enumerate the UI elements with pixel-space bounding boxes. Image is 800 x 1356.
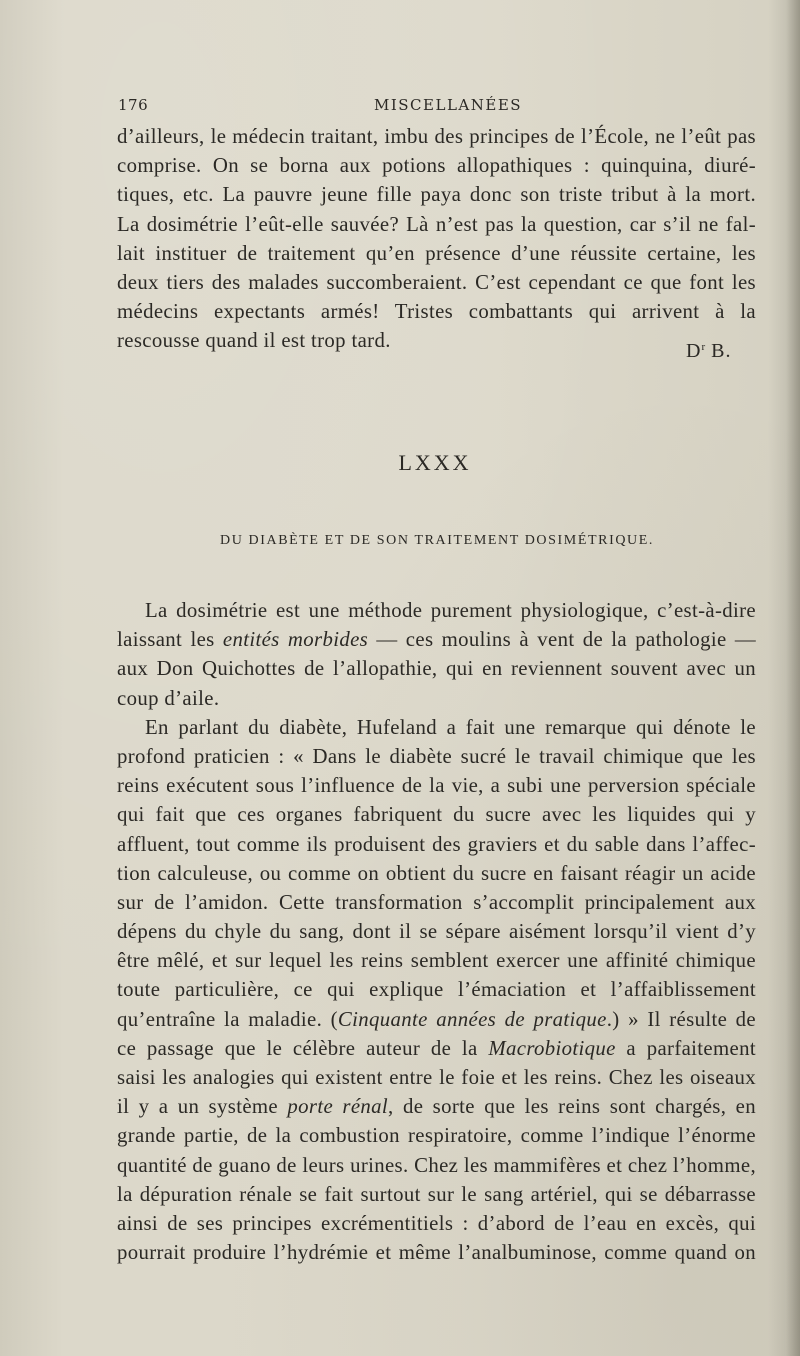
text-line: reins exécutent sous l’influence de la vie, a subi une perversion spéciale (117, 774, 756, 798)
italic-term: Macrobiotique (488, 1036, 616, 1060)
text-line: pourrait produire l’hydrémie et même l’analbuminose, comme quand on (117, 1241, 756, 1265)
chapter-number: LXXX (398, 450, 472, 475)
closing-paragraph (117, 122, 756, 356)
text-line: ainsi de ses principes excrémentitiels : d’abord de l’eau en excès, qui (117, 1211, 756, 1235)
body-text (117, 596, 756, 1267)
text-line (117, 1092, 756, 1121)
text-segment: a parfaitement (615, 1036, 756, 1060)
text-line: deux tiers des malades succomberaient. C’est cependant ce que font les (117, 270, 756, 294)
text-line: sur de l’amidon. Cette transformation s’accomplit principalement aux (117, 890, 756, 914)
text-line: aux Don Quichottes de l’allopathie, qui en reviennent souvent avec un (117, 657, 756, 681)
signature-superscript: r (701, 341, 706, 353)
chapter-title: DU DIABÈTE ET DE SON TRAITEMENT DOSIMÉTRIQUE. (219, 533, 655, 548)
text-segment: laissant les (117, 628, 223, 652)
text-line: quantité de guano de leurs urines. Chez les mammifères et chez l’homme, (117, 1153, 756, 1177)
signature-name: B. (711, 340, 732, 362)
italic-term: porte rénal (287, 1095, 389, 1119)
text-segment: qu’entraîne la maladie. ( (117, 1007, 338, 1031)
page-edge-shadow (786, 0, 800, 1356)
page-number: 176 (118, 96, 149, 114)
text-line: lait instituer de traitement qu’en présence d’une réussite certaine, les (117, 241, 756, 265)
text-line: dépens du chyle du sang, dont il se sépare aisément lorsqu’il vient d’y (117, 920, 756, 944)
text-segment: ce passage que le célèbre auteur de la (117, 1036, 489, 1060)
text-segment: il y a un système (117, 1095, 288, 1119)
text-line: affluent, tout comme ils produisent des graviers et du sable dans l’affec- (117, 832, 756, 856)
text-line: En parlant du diabète, Hufeland a fait une remarque qui dénote le (145, 715, 756, 739)
author-signature (686, 340, 731, 363)
text-segment: .) » Il résulte de (606, 1007, 756, 1031)
text-line: comprise. On se borna aux potions allopathiques : quinquina, diuré- (117, 154, 756, 178)
text-line: rescousse quand il est trop tard. (117, 329, 391, 353)
text-segment: — ces moulins à vent de la pathologie — (368, 628, 756, 652)
italic-term: entités morbides (222, 628, 369, 652)
text-line: qui fait que ces organes fabriquent du sucre avec les liquides qui y (117, 803, 756, 827)
text-line: grande partie, de la combustion respiratoire, comme l’indique l’énorme (117, 1124, 756, 1148)
text-line (117, 625, 756, 654)
text-line: La dosimétrie est une méthode purement physiologique, c’est-à-dire (145, 599, 756, 622)
text-line: d’ailleurs, le médecin traitant, imbu des principes de l’École, ne l’eût pas (117, 125, 756, 148)
text-line: médecins expectants armés! Tristes combattants qui arrivent à la (117, 300, 756, 324)
text-line: coup d’aile. (117, 686, 220, 710)
text-line: La dosimétrie l’eût-elle sauvée? Là n’est pas la question, car s’il ne fal- (117, 212, 756, 236)
italic-term: Cinquante années de pratique (337, 1007, 607, 1031)
text-line: la dépuration rénale se fait surtout sur le sang artériel, qui se débarrasse (117, 1182, 756, 1206)
text-line: profond praticien : « Dans le diabète sucré le travail chimique que les (117, 744, 756, 768)
text-line (117, 1034, 756, 1063)
text-line (117, 1005, 756, 1034)
text-segment: , de sorte que les reins sont chargés, en (388, 1095, 756, 1119)
text-line: être mêlé, et sur lequel les reins semblent exercer une affinité chimique (117, 949, 756, 973)
running-head (118, 96, 754, 118)
signature-prefix: D (686, 340, 702, 362)
running-title: MISCELLANÉES (374, 96, 523, 114)
text-line: saisi les analogies qui existent entre le foie et les reins. Chez les oiseaux (117, 1066, 756, 1089)
text-line: tion calculeuse, ou comme on obtient du sucre en faisant réagir un acide (117, 861, 756, 885)
text-line: toute particulière, ce qui explique l’émaciation et l’affaiblissement (117, 978, 756, 1002)
text-line: tiques, etc. La pauvre jeune fille paya donc son triste tribut à la mort. (117, 183, 756, 207)
